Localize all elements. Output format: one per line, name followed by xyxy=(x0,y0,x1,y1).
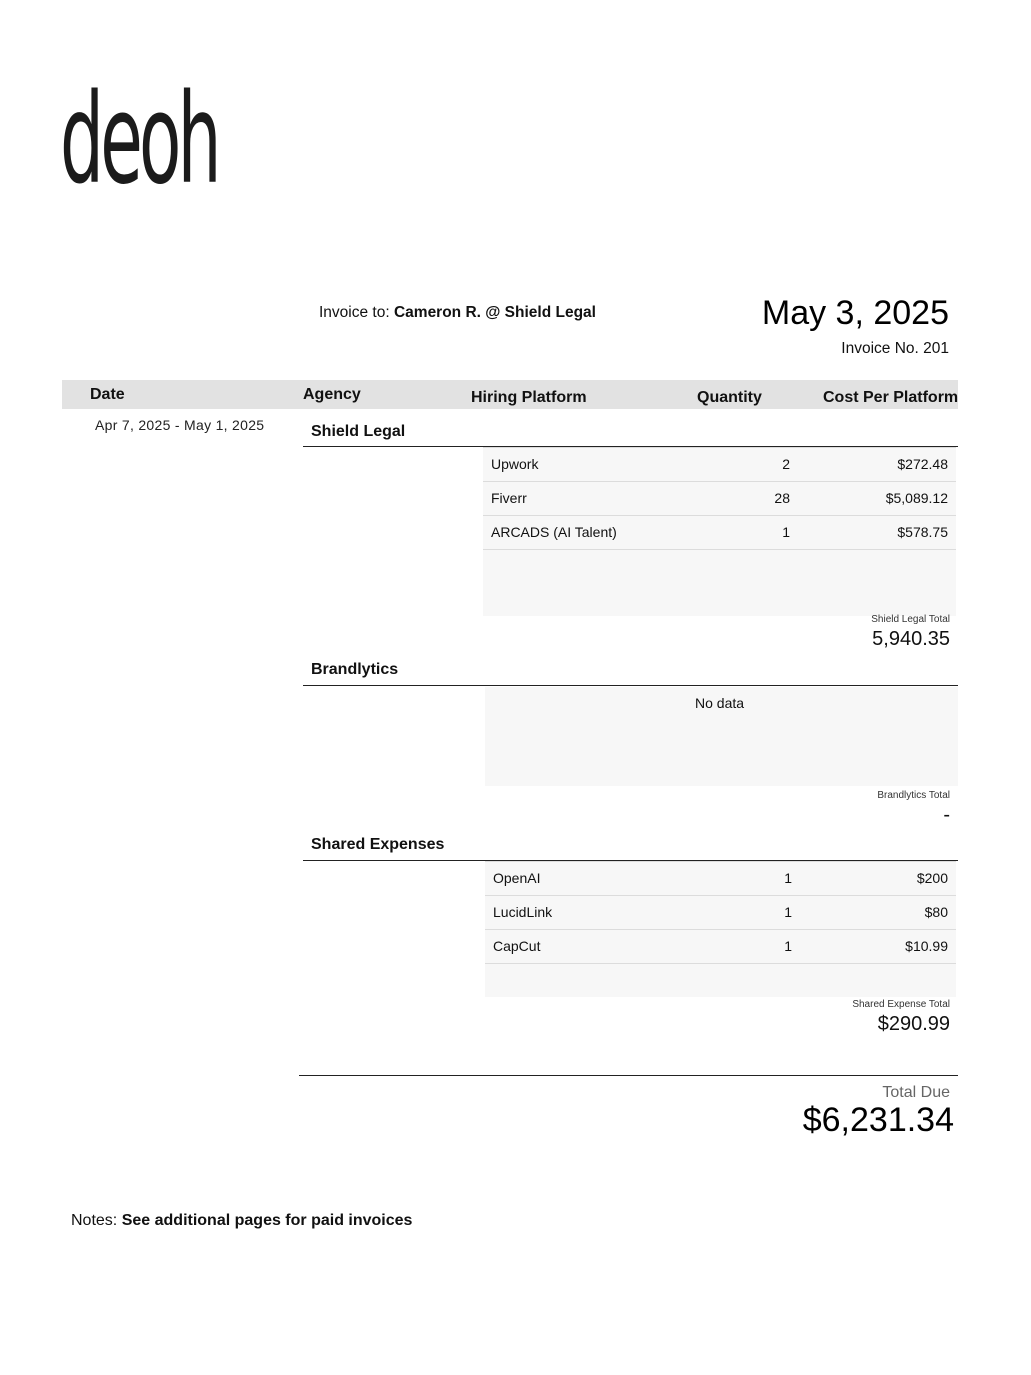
row-cost: $10.99 xyxy=(905,938,948,954)
table-row xyxy=(483,447,956,482)
notes-text: See additional pages for paid invoices xyxy=(121,1212,413,1229)
table-row xyxy=(485,930,956,964)
header-quantity: Quantity xyxy=(697,389,762,406)
group-name-shared-expenses: Shared Expenses xyxy=(311,836,445,853)
header-date: Date xyxy=(90,386,125,403)
row-platform: Upwork xyxy=(491,456,539,472)
row-cost: $200 xyxy=(916,870,948,886)
row-quantity: 28 xyxy=(774,490,790,506)
row-cost: $272.48 xyxy=(897,456,948,472)
group-total-value: $290.99 xyxy=(877,1013,950,1035)
total-due-label: Total Due xyxy=(882,1084,950,1101)
group-total-label: Brandlytics Total xyxy=(877,790,950,801)
group-name-brandlytics: Brandlytics xyxy=(311,661,399,678)
billing-period: Apr 7, 2025 - May 1, 2025 xyxy=(95,417,265,433)
header-agency: Agency xyxy=(303,386,361,403)
no-data-text: No data xyxy=(695,695,745,711)
empty-area xyxy=(483,550,956,616)
row-platform: Fiverr xyxy=(491,490,527,506)
group-name-shield-legal: Shield Legal xyxy=(311,423,406,440)
group-rows-shield-legal xyxy=(483,447,956,616)
row-cost: $5,089.12 xyxy=(885,490,948,506)
group-total-label: Shield Legal Total xyxy=(871,614,950,625)
group-total-label: Shared Expense Total xyxy=(852,999,950,1010)
empty-area xyxy=(485,964,956,997)
invoice-date: May 3, 2025 xyxy=(761,294,949,332)
row-quantity: 1 xyxy=(782,524,790,540)
total-due-value: $6,231.34 xyxy=(802,1101,954,1139)
total-divider xyxy=(299,1075,958,1076)
row-platform: OpenAI xyxy=(493,870,541,886)
row-platform: CapCut xyxy=(493,938,541,954)
notes-label: Notes: xyxy=(71,1212,118,1229)
row-quantity: 2 xyxy=(782,456,790,472)
group-divider xyxy=(303,685,958,686)
group-total-value: 5,940.35 xyxy=(872,628,950,650)
invoice-number: Invoice No. 201 xyxy=(841,340,949,357)
table-row xyxy=(485,896,956,930)
row-quantity: 1 xyxy=(784,904,792,920)
row-quantity: 1 xyxy=(784,870,792,886)
notes xyxy=(71,1212,412,1230)
row-platform: ARCADS (AI Talent) xyxy=(491,524,617,540)
table-row xyxy=(483,482,956,516)
table-row xyxy=(483,516,956,550)
row-quantity: 1 xyxy=(784,938,792,954)
header-cost-per-platform: Cost Per Platform xyxy=(823,389,959,406)
row-cost: $80 xyxy=(924,904,948,920)
invoice-to xyxy=(319,304,596,322)
header-hiring-platform: Hiring Platform xyxy=(471,389,587,406)
invoice-to-client: Cameron R. @ Shield Legal xyxy=(393,304,596,321)
group-rows-shared-expenses xyxy=(485,861,956,997)
row-platform: LucidLink xyxy=(493,904,553,920)
table-row xyxy=(485,861,956,896)
row-cost: $578.75 xyxy=(897,524,948,540)
company-logo: deoh xyxy=(60,68,218,212)
invoice-to-label: Invoice to: xyxy=(319,304,390,321)
group-total-value: - xyxy=(943,804,950,826)
